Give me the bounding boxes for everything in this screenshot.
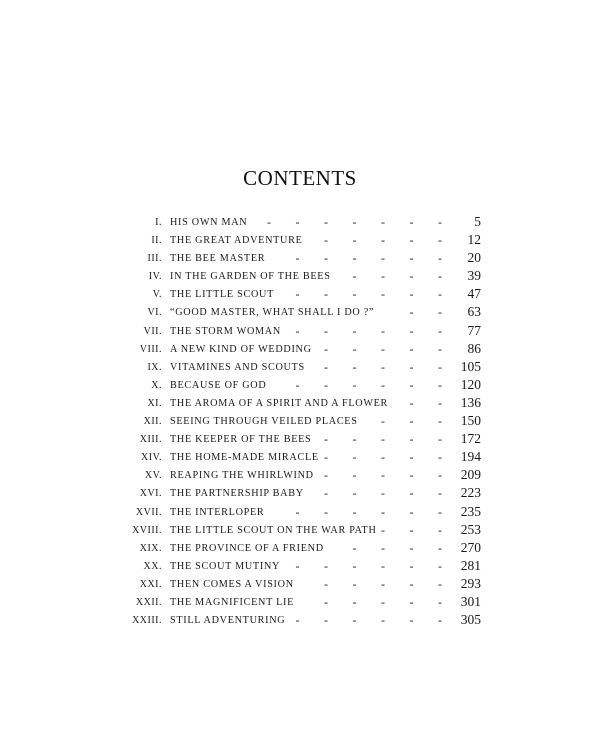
leader-dash: - <box>438 576 443 591</box>
leader-dash: - <box>409 359 415 374</box>
chapter-number: XXII. <box>135 596 162 608</box>
leader-dash: - <box>352 540 358 555</box>
chapter-title: “GOOD MASTER, WHAT SHALL I DO ?” <box>170 307 375 319</box>
leader-dash: - <box>381 504 386 519</box>
toc-entry[interactable] <box>110 232 490 250</box>
leader-dash: - <box>381 287 386 302</box>
chapter-title: IN THE GARDEN OF THE BEES <box>170 271 331 283</box>
toc-entry[interactable] <box>110 504 490 522</box>
leader-dash: - <box>295 215 301 229</box>
chapter-title: THE PARTNERSHIP BABY <box>170 488 304 500</box>
chapter-number: XI. <box>147 397 162 409</box>
toc-entry[interactable] <box>110 485 490 503</box>
chapter-number: XV. <box>144 470 162 482</box>
page-number: 105 <box>460 358 481 374</box>
page-number: 209 <box>460 467 481 483</box>
leader-dash: - <box>324 576 329 591</box>
leader-dash: - <box>381 468 386 483</box>
leader-dash: - <box>409 576 415 591</box>
toc-entry[interactable] <box>110 395 490 413</box>
leader-dash: - <box>295 323 301 338</box>
page-number: 47 <box>467 286 481 302</box>
leader-dash: - <box>324 486 329 501</box>
contents-heading: CONTENTS <box>243 166 357 190</box>
chapter-title: STILL ADVENTURING <box>170 615 286 627</box>
leader-dash: - <box>352 359 358 374</box>
leader-dash: - <box>324 432 329 447</box>
toc-entry[interactable] <box>110 377 490 395</box>
leader-dash: - <box>438 558 443 573</box>
leader-dash: - <box>438 359 443 374</box>
toc-entry[interactable] <box>110 359 490 377</box>
page-number: 172 <box>460 431 481 447</box>
leader-dash: - <box>352 504 358 519</box>
toc-entry[interactable] <box>110 304 490 322</box>
leader-dash: - <box>324 287 329 302</box>
leader-dash: - <box>409 432 415 447</box>
leader-dash: - <box>409 215 415 229</box>
toc-entry[interactable] <box>110 341 490 359</box>
leader-dash: - <box>438 377 443 392</box>
leader-dash: - <box>324 251 329 266</box>
chapter-number: XX. <box>143 560 162 572</box>
leader-dash: - <box>381 594 386 609</box>
leader-dash: - <box>409 341 415 356</box>
chapter-number: XIV. <box>141 452 162 464</box>
leader-dash: - <box>409 486 415 501</box>
leader-dash: - <box>352 323 358 338</box>
leader-dash: - <box>352 486 358 501</box>
page-number: 39 <box>467 268 481 284</box>
toc-entry[interactable] <box>110 540 490 558</box>
leader-dash: - <box>381 613 386 628</box>
chapter-number: IV. <box>148 271 162 283</box>
chapter-title: THE AROMA OF A SPIRIT AND A FLOWER <box>170 397 389 409</box>
leader-dash: - <box>295 558 301 573</box>
chapter-title: THE STORM WOMAN <box>170 325 281 337</box>
leader-dash: - <box>381 341 386 356</box>
chapter-title: VITAMINES AND SCOUTS <box>170 361 305 373</box>
leader-dash: - <box>352 269 358 284</box>
chapter-number: XVII. <box>135 506 162 518</box>
leader-dash: - <box>381 377 386 392</box>
toc-entry[interactable] <box>110 286 490 304</box>
toc-entry[interactable] <box>110 612 490 630</box>
toc-entry[interactable] <box>110 323 490 341</box>
leader-dash: - <box>381 251 386 266</box>
chapter-title: THE INTERLOPER <box>170 506 265 518</box>
leader-dash: - <box>381 540 386 555</box>
leader-dash: - <box>295 377 301 392</box>
leader-dash: - <box>409 287 415 302</box>
leader-dash: - <box>381 269 386 284</box>
page-number: 77 <box>467 322 481 338</box>
leader-dash: - <box>438 414 443 429</box>
page-number: 150 <box>460 413 481 429</box>
leader-dash: - <box>409 613 415 628</box>
leader-dash: - <box>438 215 443 229</box>
leader-dash: - <box>409 522 415 537</box>
leader-dash: - <box>438 341 443 356</box>
leader-dash: - <box>352 377 358 392</box>
page-number: 305 <box>460 612 481 628</box>
leader-dash: - <box>438 613 443 628</box>
chapter-number: III. <box>147 253 162 265</box>
page-number: 223 <box>460 485 481 501</box>
leader-dash: - <box>352 287 358 302</box>
chapter-number: I. <box>155 217 162 228</box>
leader-dash: - <box>295 613 301 628</box>
chapter-number: XII. <box>143 416 162 428</box>
page-number: 281 <box>460 557 481 573</box>
toc-entry[interactable] <box>110 413 490 431</box>
chapter-title: THE KEEPER OF THE BEES <box>170 434 312 446</box>
leader-dash: - <box>352 233 358 248</box>
leader-dash: - <box>381 576 386 591</box>
chapter-number: XVI. <box>139 488 162 500</box>
toc-entry[interactable] <box>110 268 490 286</box>
leader-dash: - <box>409 594 415 609</box>
page-number: 270 <box>460 539 481 555</box>
chapter-title: SEEING THROUGH VEILED PLACES <box>170 416 358 428</box>
page-number: 235 <box>460 503 481 519</box>
leader-dash: - <box>381 414 386 429</box>
leader-dash: - <box>352 468 358 483</box>
chapter-title: A NEW KIND OF WEDDING <box>170 343 312 355</box>
page-number: 301 <box>460 593 481 609</box>
leader-dash: - <box>352 341 358 356</box>
toc-entry[interactable] <box>110 449 490 467</box>
leader-dash: - <box>409 323 415 338</box>
leader-dash: - <box>438 450 443 465</box>
chapter-number: XVIII. <box>132 524 162 536</box>
leader-dash: - <box>409 414 415 429</box>
leader-dash: - <box>295 251 301 266</box>
chapter-title: THE MAGNIFICENT LIE <box>170 596 295 608</box>
leader-dash: - <box>381 233 386 248</box>
leader-dash: - <box>438 504 443 519</box>
leader-dash: - <box>352 594 358 609</box>
leader-dash: - <box>381 558 386 573</box>
page-number: 12 <box>467 232 481 248</box>
leader-dash: - <box>324 504 329 519</box>
page-number: 293 <box>460 575 481 591</box>
leader-dash: - <box>352 613 358 628</box>
leader-dash: - <box>381 432 386 447</box>
leader-dash: - <box>438 287 443 302</box>
chapter-number: XXI. <box>139 578 162 590</box>
toc-entry[interactable] <box>110 467 490 485</box>
leader-dash: - <box>324 594 329 609</box>
page-number: 136 <box>460 394 481 410</box>
leader-dash: - <box>381 359 386 374</box>
page-number: 253 <box>460 521 481 537</box>
chapter-number: VIII. <box>139 343 162 355</box>
leader-dash: - <box>438 251 443 266</box>
page-number: 20 <box>467 250 481 266</box>
leader-dash: - <box>409 540 415 555</box>
toc-entry[interactable] <box>110 558 490 576</box>
leader-dash: - <box>438 233 443 248</box>
leader-dash: - <box>409 269 415 284</box>
leader-dash: - <box>324 558 329 573</box>
chapter-number: XXIII. <box>132 615 162 627</box>
leader-dash: - <box>324 233 329 248</box>
leader-dash: - <box>352 432 358 447</box>
page-number: 194 <box>460 449 481 465</box>
leader-dash: - <box>352 576 358 591</box>
leader-dash: - <box>438 305 443 320</box>
leader-dash: - <box>438 432 443 447</box>
leader-dash: - <box>409 558 415 573</box>
chapter-title: THE PROVINCE OF A FRIEND <box>170 542 324 554</box>
leader-dash: - <box>409 468 415 483</box>
chapter-number: VII. <box>143 325 162 337</box>
leader-dash: - <box>352 251 358 266</box>
leader-dash: - <box>295 504 301 519</box>
leader-dash: - <box>409 395 415 410</box>
leader-dash: - <box>352 215 358 229</box>
page-number: 63 <box>467 304 481 320</box>
chapter-title: THEN COMES A VISION <box>170 578 294 590</box>
leader-dash: - <box>438 486 443 501</box>
chapter-title: THE LITTLE SCOUT ON THE WAR PATH <box>170 524 377 536</box>
leader-dash: - <box>381 486 386 501</box>
leader-dash: - <box>324 341 329 356</box>
leader-dash: - <box>409 305 415 320</box>
leader-dash: - <box>438 540 443 555</box>
leader-dash: - <box>409 504 415 519</box>
toc-entry[interactable] <box>110 431 490 449</box>
leader-dash: - <box>324 468 329 483</box>
leader-dash: - <box>438 269 443 284</box>
chapter-number: VI. <box>147 307 162 319</box>
leader-dash: - <box>409 450 415 465</box>
leader-dash: - <box>409 377 415 392</box>
leader-dash: - <box>438 395 443 410</box>
chapter-title: THE BEE MASTER <box>170 253 266 265</box>
leader-dash: - <box>381 215 386 229</box>
chapter-title: REAPING THE WHIRLWIND <box>170 470 314 482</box>
table-of-contents <box>110 214 490 630</box>
page-number: 5 <box>474 214 481 229</box>
leader-dash: - <box>352 558 358 573</box>
chapter-number: XIII. <box>139 434 162 446</box>
leader-dash: - <box>409 251 415 266</box>
chapter-number: IX. <box>147 361 162 373</box>
leader-dash: - <box>352 450 358 465</box>
chapter-title: THE SCOUT MUTINY <box>170 560 281 572</box>
toc-entry[interactable] <box>110 576 490 594</box>
leader-dash: - <box>324 377 329 392</box>
chapter-number: V. <box>152 289 162 301</box>
leader-dash: - <box>381 522 386 537</box>
page-number: 120 <box>460 376 481 392</box>
leader-dash: - <box>295 287 301 302</box>
leader-dash: - <box>324 323 329 338</box>
toc-entry[interactable] <box>110 214 490 232</box>
page-number: 86 <box>467 340 481 356</box>
leader-dash: - <box>381 323 386 338</box>
leader-dash: - <box>324 613 329 628</box>
leader-dash: - <box>409 233 415 248</box>
leader-dash: - <box>438 323 443 338</box>
leader-dash: - <box>324 359 329 374</box>
chapter-number: II. <box>151 235 162 247</box>
leader-dash: - <box>324 450 329 465</box>
leader-dash: - <box>438 522 443 537</box>
toc-entry[interactable] <box>110 522 490 540</box>
leader-dash: - <box>267 215 272 229</box>
leader-dash: - <box>438 594 443 609</box>
toc-entry[interactable] <box>110 594 490 612</box>
chapter-number: X. <box>151 379 162 391</box>
chapter-title: THE GREAT ADVENTURE <box>170 235 303 247</box>
leader-dash: - <box>438 468 443 483</box>
toc-entry[interactable] <box>110 250 490 268</box>
chapter-title: BECAUSE OF GOD <box>170 379 267 391</box>
chapter-title: THE HOME-MADE MIRACLE <box>170 452 319 464</box>
chapter-title: HIS OWN MAN <box>170 217 248 228</box>
leader-dash: - <box>324 215 329 229</box>
leader-dash: - <box>381 450 386 465</box>
chapter-title: THE LITTLE SCOUT <box>170 289 275 301</box>
chapter-number: XIX. <box>139 542 162 554</box>
